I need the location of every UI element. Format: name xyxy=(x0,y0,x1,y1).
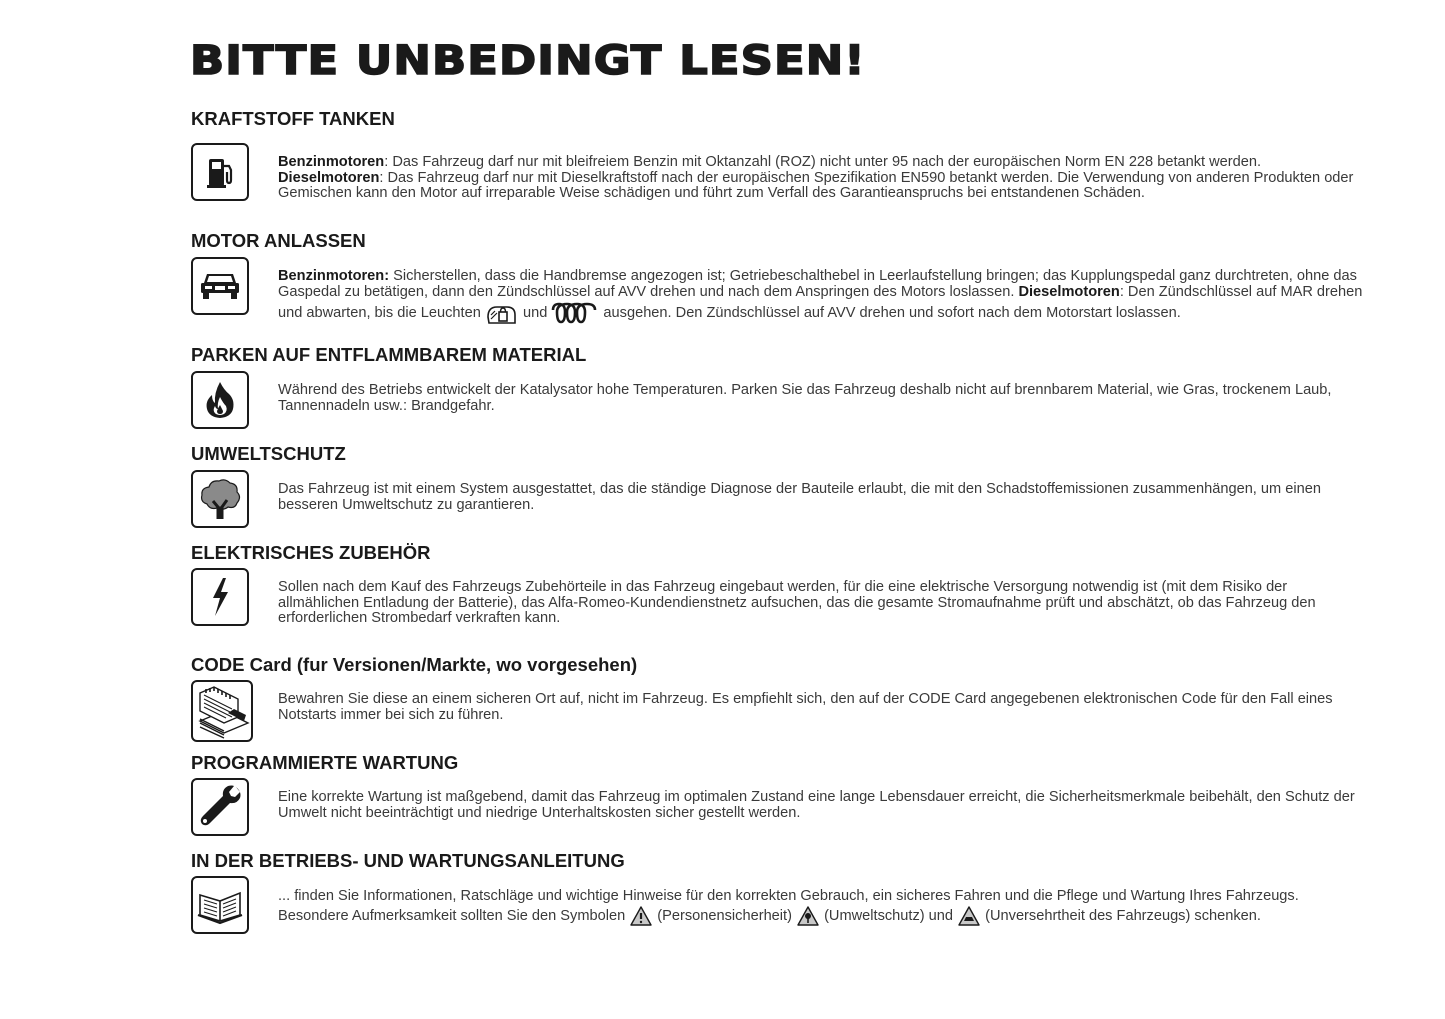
person-safety-warning-icon xyxy=(629,905,653,927)
text-diesel: : Das Fahrzeug darf nur mit Dieselkraftstoff nach der europäischen Spezifikation EN590 betankt werden. Die Verwendung von anderen Produkten oder Gemischen kann den Motor auf irreparable Weise schädigen und führt zum Verfall des Garantieanspruchs bei entstandenen Schäden. xyxy=(278,169,1354,201)
section-text-parking: Während des Betriebs entwickelt der Katalysator hohe Temperaturen. Parken Sie das Fahrzeug deshalb nicht auf brennbarem Material, wie Gras, trockenem Laub, Tannennadeln usw.: Brandgefahr. xyxy=(278,382,1332,414)
maintenance-icon-box xyxy=(191,778,249,836)
code-card-icon xyxy=(194,683,250,739)
fire-icon xyxy=(202,379,238,421)
parking-icon-box xyxy=(191,371,249,429)
electric-icon-box xyxy=(191,568,249,626)
text-diesel-start-3: ausgehen. Den Zündschlüssel auf AVV drehen und sofort nach dem Motorstart loslassen. xyxy=(599,304,1181,321)
section-heading-parking: PARKEN AUF ENTFLAMMBAREM MATERIAL xyxy=(191,344,587,365)
text-manual-4: (Unversehrtheit des Fahrzeugs) schenken. xyxy=(981,907,1261,924)
section-heading-fuel: KRAFTSTOFF TANKEN xyxy=(191,108,395,129)
section-text-start xyxy=(278,269,1363,326)
text-diesel-start-1: : Den Zündschlüssel auf MAR drehen und abwarten, bis die Leuchten xyxy=(278,283,1363,321)
text-manual-3: (Umweltschutz) und xyxy=(820,907,958,924)
immobilizer-warning-icon xyxy=(485,301,519,325)
section-text-environment: Das Fahrzeug ist mit einem System ausgestattet, das die ständige Diagnose der Bauteile erlaubt, die mit den Schadstoffemissionen zusammenhängen, um einen besseren Umweltschutz zu garantieren. xyxy=(278,481,1321,513)
section-text-fuel xyxy=(278,155,1363,202)
open-book-icon xyxy=(196,885,244,925)
section-heading-code: CODE Card (fur Versionen/Markte, wo vorgesehen) xyxy=(191,654,638,675)
section-text-maintenance: Eine korrekte Wartung ist maßgebend, damit das Fahrzeug im optimalen Zustand eine lange Lebensdauer erreicht, die Sicherheitsmerkmale beibehält, den Schutz der Umwelt nicht beeinträchtigt und niedrige Unterhaltskosten sicher gestellt werden. xyxy=(278,789,1355,821)
car-front-icon xyxy=(198,266,242,306)
label-petrol: Benzinmotoren xyxy=(278,154,385,170)
label-diesel-start: Dieselmotoren xyxy=(1018,283,1120,300)
glow-plug-icon xyxy=(551,300,599,326)
label-diesel: Dieselmotoren xyxy=(278,169,380,186)
environment-warning-icon xyxy=(796,905,820,927)
lightning-icon xyxy=(205,575,235,619)
start-icon-box xyxy=(191,257,249,315)
wrench-icon xyxy=(196,783,244,831)
text-petrol: : Das Fahrzeug darf nur mit bleifreiem Benzin mit Oktanzahl (ROZ) nicht unter 95 nach der europäischen Norm EN 228 betankt werden. xyxy=(384,154,1262,170)
section-heading-start: MOTOR ANLASSEN xyxy=(191,230,366,251)
section-text-electric: Sollen nach dem Kauf des Fahrzeugs Zubehörteile in das Fahrzeug eingebaut werden, für die eine elektrische Versorgung notwendig ist (mit dem Risiko der allmählichen Entladung der Batterie), das Alfa-Romeo-Kundendienstnetz aufsuchen, das die gesamte Stromaufnahme prüft und abschätzt, ob das Fahrzeug den erforderlichen Strombedarf verkraften kann. xyxy=(278,579,1316,626)
text-petrol-start: Sicherstellen, dass die Handbremse angezogen ist; Getriebeschalthebel in Leerlaufstellung bringen; das Kupplungspedal ganz durchtreten, ohne das Gaspedal zu betätigen, dann den Zündschlüssel auf AVV drehen und nach dem Anspringen des Motors loslassen. xyxy=(278,268,1357,300)
section-text-manual xyxy=(278,889,1363,927)
manual-icon-box xyxy=(191,876,249,934)
section-heading-environment: UMWELTSCHUTZ xyxy=(191,443,346,464)
text-manual-1: ... finden Sie Informationen, Ratschläge und wichtige Hinweise für den korrekten Gebrauch, ein sicheres Fahren und die Pflege und Wartung Ihres Fahrzeugs. Besondere Aufmerksamkeit sollten Sie den Symbolen xyxy=(278,888,1299,924)
section-heading-manual: IN DER BETRIEBS- UND WARTUNGSANLEITUNG xyxy=(191,850,625,871)
section-heading-maintenance: PROGRAMMIERTE WARTUNG xyxy=(191,752,459,773)
vehicle-integrity-warning-icon xyxy=(957,905,981,927)
fuel-icon-box xyxy=(191,143,249,201)
fuel-pump-icon xyxy=(200,152,240,192)
code-icon-box xyxy=(191,680,253,742)
section-heading-electric: ELEKTRISCHES ZUBEHÖR xyxy=(191,542,431,563)
environment-icon-box xyxy=(191,470,249,528)
section-text-code: Bewahren Sie diese an einem sicheren Ort auf, nicht im Fahrzeug. Es empfiehlt sich, den auf der CODE Card angegebenen elektronischen Code für den Fall eines Notstarts immer bei sich zu führen. xyxy=(278,691,1333,723)
label-petrol-start: Benzinmotoren: xyxy=(278,268,390,284)
text-manual-2: (Personensicherheit) xyxy=(653,907,797,924)
text-diesel-start-2: und xyxy=(518,304,552,321)
tree-icon xyxy=(197,477,243,521)
page-title: BITTE UNBEDINGT LESEN! xyxy=(190,38,866,84)
